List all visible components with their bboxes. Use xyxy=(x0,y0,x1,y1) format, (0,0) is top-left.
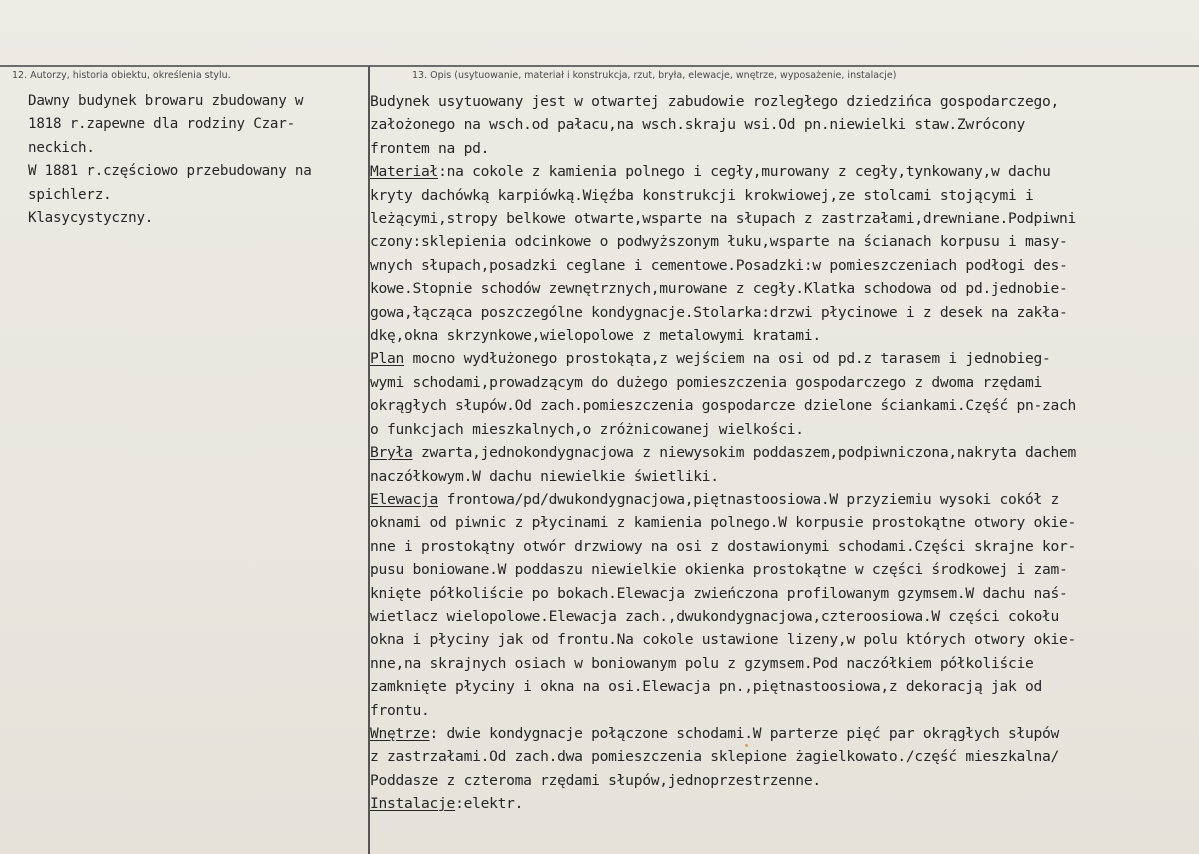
description-column xyxy=(370,90,1195,816)
ink-spot xyxy=(745,744,748,747)
section-label: Elewacja xyxy=(370,490,439,508)
description-line xyxy=(370,652,1195,675)
description-line xyxy=(370,394,1195,417)
description-text: zwarta,jednokondygnacjowa z niewysokim poddaszem,podpiwniczona,nakryta dachem xyxy=(412,444,1077,462)
description-line xyxy=(370,230,1195,253)
description-line xyxy=(370,90,1195,113)
description-text: knięte półkoliście po bokach.Elewacja zwieńczona profilowanym gzymsem.W dachu naś- xyxy=(370,584,1068,602)
description-line xyxy=(370,160,1195,183)
description-line xyxy=(370,301,1195,324)
description-text: okrągłych słupów.Od zach.pomieszczenia gospodarcze dzielone ściankami.Część pn-zach xyxy=(370,397,1077,415)
description-line xyxy=(370,184,1195,207)
history-line: Klasycystyczny. xyxy=(28,210,154,227)
description-line xyxy=(370,371,1195,394)
description-text: kryty dachówką karpiówką.Więźba konstrukcji krokwiowej,ze stolcami stojącymi i xyxy=(370,186,1034,204)
description-text: wnych słupach,posadzki ceglane i cementowe.Posadzki:w pomieszczeniach podłogi des- xyxy=(370,256,1068,274)
description-line xyxy=(370,254,1195,277)
section-label: Instalacje xyxy=(370,795,456,813)
description-line xyxy=(370,488,1195,511)
description-text: czony:sklepienia odcinkowe o podwyższonym łuku,wsparte na ścianach korpusu i masy- xyxy=(370,233,1068,251)
description-line xyxy=(370,113,1195,136)
description-text: leżącymi,stropy belkowe otwarte,wsparte na słupach z zastrzałami,drewniane.Podpiwni xyxy=(370,210,1077,228)
description-text: nne i prostokątny otwór drzwiowy na osi z dostawionymi schodami.Części skrajne kor- xyxy=(370,537,1077,555)
history-line: 1818 r.zapewne dla rodziny Czar- xyxy=(28,116,295,133)
description-line xyxy=(370,347,1195,370)
description-text: okna i płyciny jak od frontu.Na cokole ustawione lizeny,w polu których otwory okie- xyxy=(370,631,1077,649)
description-line xyxy=(370,769,1195,792)
description-line xyxy=(370,722,1195,745)
description-line xyxy=(370,605,1195,628)
description-line xyxy=(370,675,1195,698)
description-text: :na cokole z kamienia polnego i cegły,murowany z cegły,tynkowany,w dachu xyxy=(438,163,1051,181)
description-text: mocno wydłużonego prostokąta,z wejściem na osi od pd.z tarasem i jednobieg- xyxy=(404,350,1051,368)
description-text: z zastrzałami.Od zach.dwa pomieszczenia sklepione żagielkowato./część mieszkalna/ xyxy=(370,748,1060,766)
description-text: frontu. xyxy=(370,701,430,719)
description-line xyxy=(370,418,1195,441)
section-label: Materiał xyxy=(370,163,439,181)
description-text: wietlacz wielopolowe.Elewacja zach.,dwukondygnacjowa,czteroosiowa.W części cokołu xyxy=(370,607,1060,625)
history-column xyxy=(28,90,364,230)
description-text: gowa,łącząca poszczególne kondygnacje.Stolarka:drzwi płycinowe i z desek na zakła- xyxy=(370,303,1068,321)
description-text: oknami od piwnic z płycinami z kamienia polnego.W korpusie prostokątne otwory okie- xyxy=(370,514,1077,532)
section-label: Bryła xyxy=(370,444,413,462)
history-line: neckich. xyxy=(28,139,95,156)
description-text: dkę,okna skrzynkowe,wielopolowe z metalowymi kratami. xyxy=(370,327,821,345)
section-12-header: 12. Autorzy, historia obiektu, określenia stylu. xyxy=(12,70,231,81)
history-line: Dawny budynek browaru zbudowany w xyxy=(28,93,304,109)
description-line xyxy=(370,582,1195,605)
description-text: nne,na skrajnych osiach w boniowanym polu z gzymsem.Pod naczółkiem półkoliście xyxy=(370,654,1034,672)
description-text: frontem na pd. xyxy=(370,139,490,157)
description-text: wymi schodami,prowadzącym do dużego pomieszczenia gospodarczego z dwoma rzędami xyxy=(370,373,1042,391)
description-text: :elektr. xyxy=(455,795,524,813)
description-line xyxy=(370,277,1195,300)
description-line xyxy=(370,628,1195,651)
description-line xyxy=(370,137,1195,160)
description-line xyxy=(370,511,1195,534)
header-rule xyxy=(0,65,1199,67)
description-text: Poddasze z czteroma rzędami słupów,jednoprzestrzenne. xyxy=(370,771,821,789)
description-line xyxy=(370,699,1195,722)
section-label: Plan xyxy=(370,350,405,368)
description-line xyxy=(370,558,1195,581)
description-line xyxy=(370,535,1195,558)
description-text: zamknięte płyciny i okna na osi.Elewacja pn.,piętnastoosiowa,z dekoracją jak od xyxy=(370,678,1042,696)
section-label: Wnętrze xyxy=(370,724,430,742)
description-line xyxy=(370,745,1195,768)
description-text: frontowa/pd/dwukondygnacjowa,piętnastoosiowa.W przyziemiu wysoki cokół z xyxy=(438,490,1060,508)
section-13-header: 13. Opis (usytuowanie, materiał i konstrukcja, rzut, bryła, elewacje, wnętrze, wyposażenie, instalacje) xyxy=(412,70,897,81)
description-line xyxy=(370,465,1195,488)
description-text: kowe.Stopnie schodów zewnętrznych,murowane z cegły.Klatka schodowa od pd.jednobie- xyxy=(370,280,1068,298)
description-text: pusu boniowane.W poddaszu niewielkie okienka prostokątne w części środkowej i zam- xyxy=(370,561,1068,579)
description-line xyxy=(370,792,1195,815)
description-text: o funkcjach mieszkalnych,o zróżnicowanej wielkości. xyxy=(370,420,804,438)
history-line: spichlerz. xyxy=(28,186,112,203)
description-text: naczółkowym.W dachu niewielkie świetliki. xyxy=(370,467,719,485)
description-text: założonego na wsch.od pałacu,na wsch.skraju wsi.Od pn.niewielki staw.Zwrócony xyxy=(370,116,1025,134)
history-line: W 1881 r.częściowo przebudowany na xyxy=(28,163,312,180)
description-line xyxy=(370,441,1195,464)
description-text: Budynek usytuowany jest w otwartej zabudowie rozległego dziedzińca gospodarczego, xyxy=(370,93,1060,110)
description-text: : dwie kondygnacje połączone schodami.W parterze pięć par okrągłych słupów xyxy=(429,724,1060,742)
description-line xyxy=(370,324,1195,347)
description-line xyxy=(370,207,1195,230)
